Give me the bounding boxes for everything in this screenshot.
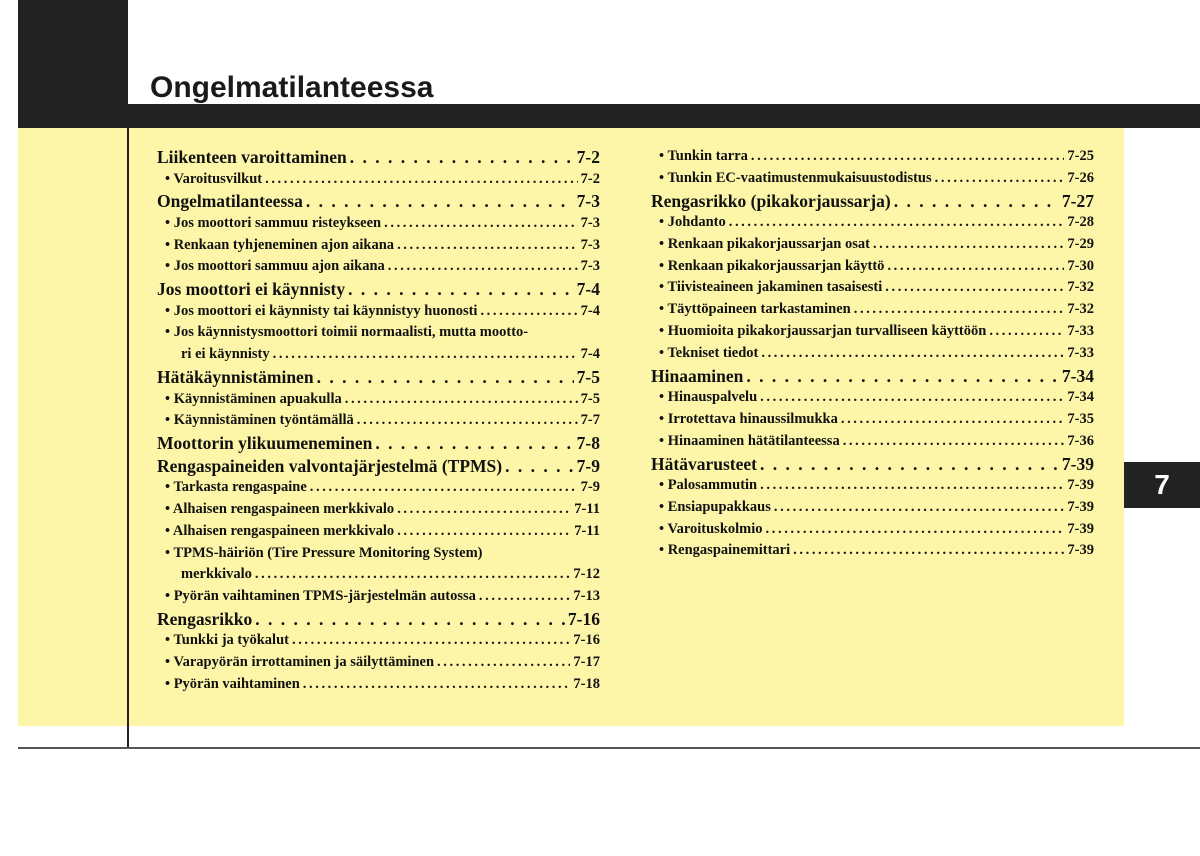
toc-page-number: 7-30 xyxy=(1067,257,1094,274)
toc-subentry[interactable] xyxy=(157,410,600,432)
toc-page-number: 7-9 xyxy=(576,455,600,476)
toc-leader-dots xyxy=(273,344,578,366)
toc-entry-label: • Varoitusvilkut xyxy=(165,170,263,187)
toc-leader-dots xyxy=(255,564,571,586)
toc-entry-label: • Alhaisen rengaspaineen merkkivalo xyxy=(165,500,395,517)
toc-page-number: 7-5 xyxy=(576,367,600,388)
toc-subentry[interactable] xyxy=(651,387,1094,409)
toc-leader-dots xyxy=(397,521,571,543)
toc-entry-label: • Varapyörän irrottaminen ja säilyttäminen xyxy=(165,654,435,671)
toc-entry-label: • Jos moottori sammuu ajon aikana xyxy=(165,258,385,275)
toc-entry-label: Liikenteen varoittaminen xyxy=(157,147,347,167)
toc-subentry[interactable] xyxy=(651,497,1094,519)
toc-leader-dots xyxy=(843,431,1065,453)
bottom-rule xyxy=(18,747,1200,749)
toc-entry-label: • Tiivisteaineen jakaminen tasaisesti xyxy=(659,279,883,296)
toc-leader-dots xyxy=(894,190,1059,213)
toc-section-entry[interactable] xyxy=(651,453,1094,476)
toc-leader-dots xyxy=(841,409,1065,431)
toc-entry-label: Moottorin ylikuumeneminen xyxy=(157,433,373,454)
toc-subentry[interactable] xyxy=(157,322,600,344)
toc-page-number: 7-12 xyxy=(573,566,600,583)
toc-subentry[interactable] xyxy=(157,586,600,608)
toc-section-entry[interactable] xyxy=(157,432,600,455)
toc-entry-label: Rengaspaineiden valvontajärjestelmä (TPMS) xyxy=(157,455,503,476)
toc-entry-label: Hätävarusteet xyxy=(651,453,757,474)
toc-subentry[interactable] xyxy=(651,475,1094,497)
toc-subentry[interactable] xyxy=(157,477,600,499)
toc-subentry[interactable] xyxy=(157,543,600,565)
chapter-tab[interactable]: 7 xyxy=(1124,462,1200,508)
toc-leader-dots xyxy=(935,168,1065,190)
toc-page-number: 7-17 xyxy=(573,654,600,671)
toc-leader-dots xyxy=(303,674,571,696)
toc-page-number: 7-4 xyxy=(580,346,600,363)
toc-section-entry[interactable] xyxy=(157,608,600,631)
toc-leader-dots xyxy=(317,366,574,389)
toc-subentry[interactable] xyxy=(157,344,600,366)
page-title: Ongelmatilanteessa xyxy=(150,71,434,104)
toc-subentry[interactable] xyxy=(157,674,600,696)
toc-page-number: 7-39 xyxy=(1061,453,1094,474)
toc-page-number: 7-33 xyxy=(1067,344,1094,361)
toc-page-number: 7-16 xyxy=(567,608,600,629)
toc-subentry[interactable] xyxy=(651,540,1094,562)
toc-leader-dots xyxy=(350,146,574,169)
toc-leader-dots xyxy=(384,213,578,235)
toc-page-number: 7-36 xyxy=(1067,432,1094,449)
toc-entry-label: • Käynnistäminen apuakulla xyxy=(165,390,342,407)
toc-leader-dots xyxy=(793,540,1064,562)
toc-entry-label: • Täyttöpaineen tarkastaminen xyxy=(659,301,851,318)
toc-leader-dots xyxy=(760,453,1059,476)
toc-page-number: 7-32 xyxy=(1067,301,1094,318)
toc-leader-dots xyxy=(255,608,565,631)
toc-subentry[interactable] xyxy=(651,212,1094,234)
toc-entry-label: • Ensiapupakkaus xyxy=(659,498,771,515)
toc-entry-label: • Jos moottori sammuu risteykseen xyxy=(165,214,382,231)
toc-entry-label: • Rengaspainemittari xyxy=(659,542,791,559)
toc-subentry[interactable] xyxy=(157,499,600,521)
toc-page-number: 7-11 xyxy=(574,522,600,539)
toc-entry-label: • Alhaisen rengaspaineen merkkivalo xyxy=(165,522,395,539)
toc-entry-label: • Renkaan pikakorjaussarjan käyttö xyxy=(659,257,885,274)
toc-subentry[interactable] xyxy=(157,169,600,191)
toc-entry-label: • Tarkasta rengaspaine xyxy=(165,479,307,496)
toc-page-number: 7-33 xyxy=(1067,323,1094,340)
toc-leader-dots xyxy=(479,586,570,608)
toc-subentry[interactable] xyxy=(651,431,1094,453)
toc-page-number: 7-32 xyxy=(1067,279,1094,296)
toc-page-number: 7-25 xyxy=(1067,148,1094,164)
toc-entry-label: • Tekniset tiedot xyxy=(659,344,759,361)
toc-leader-dots xyxy=(989,321,1064,343)
toc-entry-label: • Renkaan tyhjeneminen ajon aikana xyxy=(165,236,395,253)
toc-subentry[interactable] xyxy=(157,564,600,586)
toc-leader-dots xyxy=(761,343,1064,365)
toc-section-entry[interactable] xyxy=(157,455,600,478)
toc-subentry[interactable] xyxy=(651,519,1094,541)
toc-page-number: 7-34 xyxy=(1061,365,1094,386)
toc-entry-label: Hinaaminen xyxy=(651,365,744,386)
toc-entry-label: • Hinaaminen hätätilanteessa xyxy=(659,432,840,449)
toc-page-number: 7-39 xyxy=(1067,477,1094,494)
toc-page-number: 7-27 xyxy=(1061,190,1094,211)
toc-leader-dots xyxy=(766,519,1065,541)
toc-entry-label: • TPMS-häiriön (Tire Pressure Monitoring System) xyxy=(165,544,483,561)
toc-leader-dots xyxy=(746,365,1059,388)
toc-leader-dots xyxy=(873,234,1064,256)
toc-page-number: 7-5 xyxy=(580,390,600,407)
toc-leader-dots xyxy=(887,256,1064,278)
toc-entry-label: • Jos käynnistysmoottori toimii normaalisti, mutta mootto- xyxy=(165,324,529,341)
toc-page-number: 7-39 xyxy=(1067,520,1094,537)
toc-entry-label: • Johdanto xyxy=(659,214,726,231)
toc-page-number: 7-11 xyxy=(574,500,600,517)
toc-subentry[interactable] xyxy=(651,409,1094,431)
toc-subentry[interactable] xyxy=(651,146,1094,168)
toc-page-number: 7-2 xyxy=(576,147,600,167)
toc-leader-dots xyxy=(310,477,578,499)
toc-entry-label: • Pyörän vaihtaminen TPMS-järjestelmän autossa xyxy=(165,588,476,605)
toc-page-number: 7-4 xyxy=(580,302,600,319)
toc-subentry[interactable] xyxy=(651,234,1094,256)
toc-leader-dots xyxy=(751,146,1065,168)
toc-page-number: 7-16 xyxy=(573,632,600,649)
toc-page-number: 7-13 xyxy=(573,588,600,605)
toc-leader-dots xyxy=(345,389,578,411)
toc-page-number: 7-29 xyxy=(1067,235,1094,252)
toc-entry-label: • Pyörän vaihtaminen xyxy=(165,676,300,693)
toc-entry-label: • Tunkin EC-vaatimustenmukaisuustodistus xyxy=(659,169,932,186)
toc-leader-dots xyxy=(505,455,574,478)
toc-leader-dots xyxy=(854,299,1065,321)
toc-page-number: 7-4 xyxy=(576,279,600,300)
toc-page-number: 7-3 xyxy=(576,191,600,212)
toc-leader-dots xyxy=(397,499,571,521)
toc-section-entry[interactable] xyxy=(157,190,600,213)
toc-entry-label: • Hinauspalvelu xyxy=(659,389,758,406)
toc-leader-dots xyxy=(437,652,570,674)
toc-section-entry[interactable] xyxy=(157,366,600,389)
toc-page-number: 7-34 xyxy=(1067,389,1094,406)
toc-subentry[interactable] xyxy=(157,301,600,323)
toc-subentry[interactable] xyxy=(651,277,1094,299)
toc-entry-label: • Jos moottori ei käynnisty tai käynnistyy huonosti xyxy=(165,302,478,319)
toc-leader-dots xyxy=(292,630,570,652)
toc-subentry[interactable] xyxy=(157,389,600,411)
toc-entry-label: Rengasrikko (pikakorjaussarja) xyxy=(651,190,891,211)
toc-subentry[interactable] xyxy=(157,256,600,278)
toc-entry-label: Ongelmatilanteessa xyxy=(157,191,303,212)
toc-section-entry[interactable] xyxy=(651,190,1094,213)
toc-subentry[interactable] xyxy=(157,521,600,543)
toc-leader-dots xyxy=(265,169,578,191)
toc-section-entry[interactable] xyxy=(157,278,600,301)
toc-leader-dots xyxy=(375,432,573,455)
toc-page-number: 7-39 xyxy=(1067,498,1094,515)
toc-entry-label: • Renkaan pikakorjaussarjan osat xyxy=(659,235,870,252)
toc-column-left xyxy=(157,146,600,696)
toc-page-number: 7-3 xyxy=(580,236,600,253)
toc-leader-dots xyxy=(760,387,1064,409)
toc-subentry[interactable] xyxy=(651,343,1094,365)
toc-section-entry[interactable] xyxy=(157,146,600,169)
toc-page-number: 7-7 xyxy=(580,412,600,429)
toc-entry-label: • Tunkki ja työkalut xyxy=(165,632,289,649)
toc-subentry[interactable] xyxy=(651,168,1094,190)
toc-leader-dots xyxy=(397,235,578,257)
toc-leader-dots xyxy=(348,278,574,301)
toc-section-entry[interactable] xyxy=(651,365,1094,388)
toc-leader-dots xyxy=(729,212,1065,234)
toc-entry-label: • Käynnistäminen työntämällä xyxy=(165,412,354,429)
toc-page-number: 7-39 xyxy=(1067,542,1094,559)
toc-page-number: 7-18 xyxy=(573,676,600,693)
toc-leader-dots xyxy=(760,475,1064,497)
toc-entry-label: • Tunkin tarra xyxy=(659,148,748,164)
toc-leader-dots xyxy=(388,256,578,278)
toc-leader-dots xyxy=(480,301,577,323)
toc-entry-label: • Irrotettava hinaussilmukka xyxy=(659,410,838,427)
toc-entry-label: Hätäkäynnistäminen xyxy=(157,367,314,388)
toc-leader-dots xyxy=(306,190,574,213)
toc-page-number: 7-2 xyxy=(580,170,600,187)
toc-page-number: 7-9 xyxy=(580,479,600,496)
toc-page-number: 7-3 xyxy=(580,214,600,231)
toc-entry-label: Rengasrikko xyxy=(157,608,253,629)
toc-entry-label: • Huomioita pikakorjaussarjan turvalliseen käyttöön xyxy=(659,323,987,340)
toc-page-number: 7-8 xyxy=(576,433,600,454)
toc-subentry[interactable] xyxy=(651,256,1094,278)
toc-entry-label: • Palosammutin xyxy=(659,477,758,494)
toc-leader-dots xyxy=(774,497,1065,519)
toc-subentry[interactable] xyxy=(157,235,600,257)
toc-subentry[interactable] xyxy=(157,630,600,652)
toc-subentry[interactable] xyxy=(651,321,1094,343)
toc-subentry[interactable] xyxy=(157,652,600,674)
toc-leader-dots xyxy=(357,410,578,432)
toc-entry-label: merkkivalo xyxy=(181,566,252,583)
toc-page-number: 7-3 xyxy=(580,258,600,275)
toc-leader-dots xyxy=(885,277,1064,299)
toc-entry-label: • Varoituskolmio xyxy=(659,520,763,537)
toc-entry-label: ri ei käynnisty xyxy=(181,346,270,363)
toc-subentry[interactable] xyxy=(157,213,600,235)
toc-page-number: 7-35 xyxy=(1067,410,1094,427)
toc-page-number: 7-28 xyxy=(1067,214,1094,231)
toc-subentry[interactable] xyxy=(651,299,1094,321)
margin-rule xyxy=(127,128,129,748)
toc-column-right xyxy=(651,146,1094,562)
toc-page-number: 7-26 xyxy=(1067,169,1094,186)
toc-entry-label: Jos moottori ei käynnisty xyxy=(157,279,346,300)
